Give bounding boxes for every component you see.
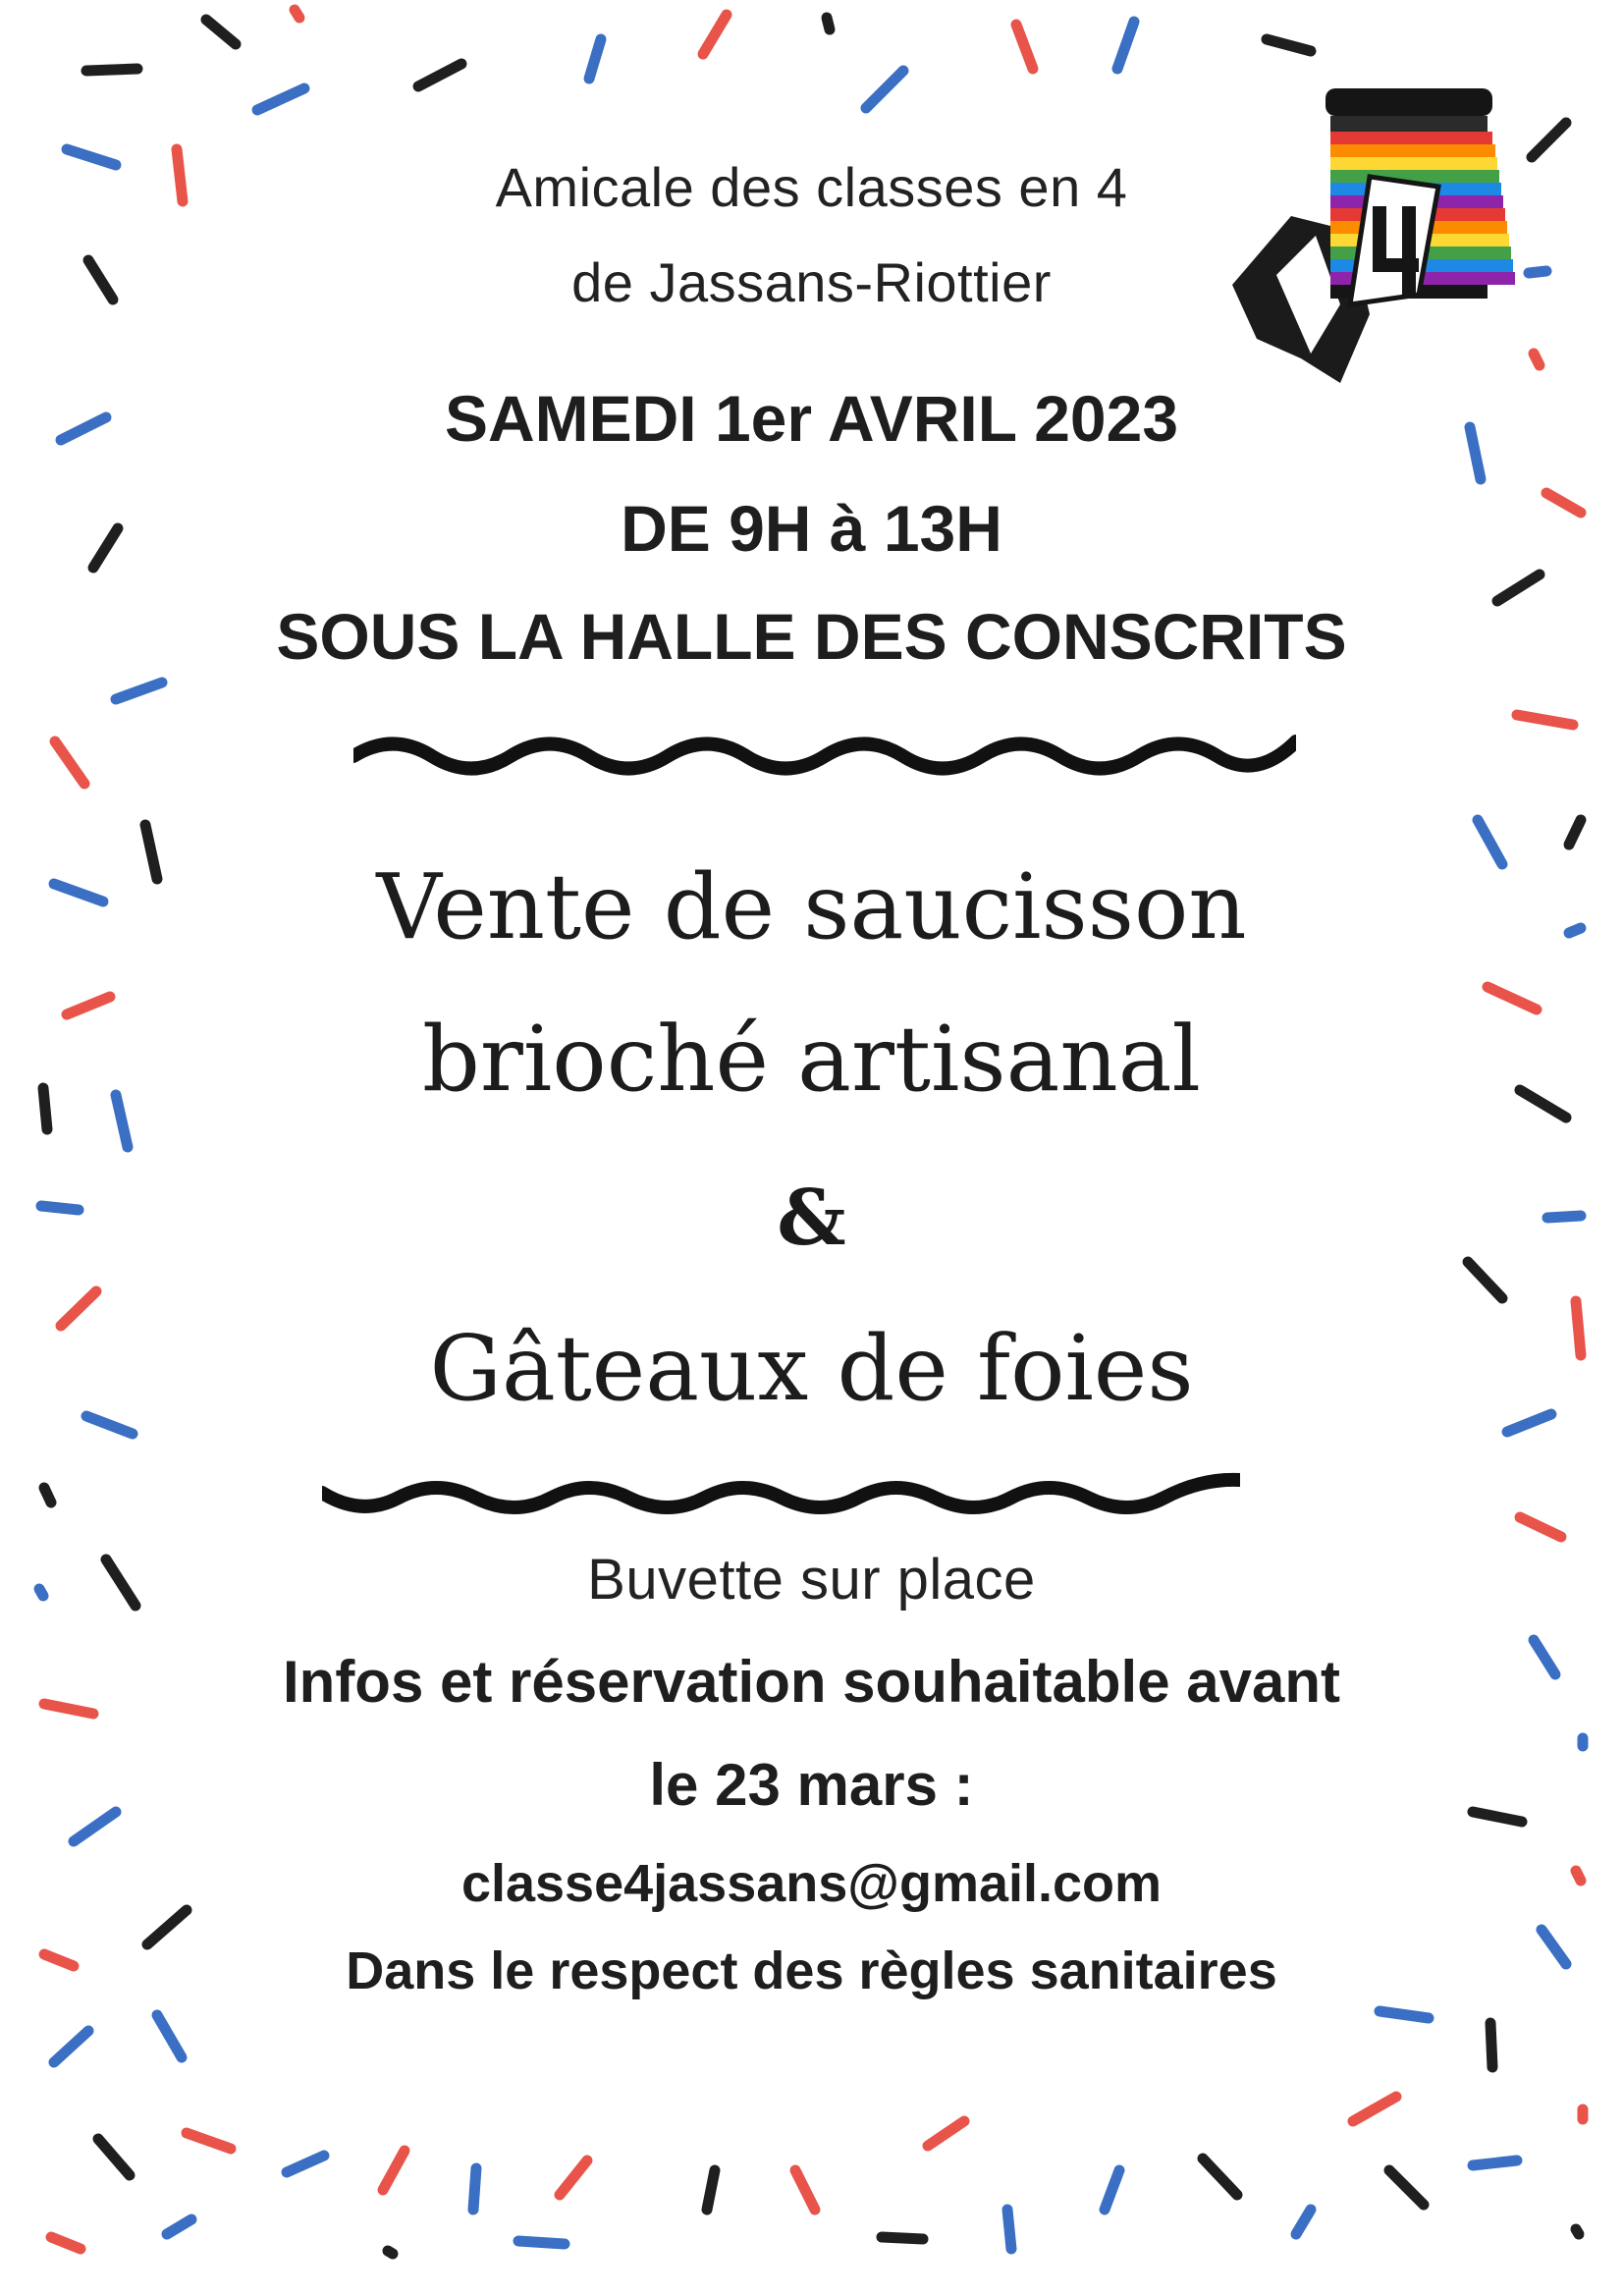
confetti-dash	[86, 69, 137, 71]
confetti-dash	[866, 71, 903, 108]
confetti-dash	[795, 2170, 815, 2210]
confetti-dash	[116, 683, 162, 699]
event-time: DE 9H à 13H	[621, 492, 1002, 565]
confetti-dash	[187, 2133, 231, 2149]
confetti-dash	[206, 20, 236, 44]
confetti-dash	[167, 2219, 191, 2234]
confetti-dash	[157, 2015, 182, 2057]
confetti-dash	[1267, 39, 1311, 51]
confetti-dash	[827, 18, 830, 29]
confetti-dash	[418, 64, 461, 86]
confetti-dash	[1016, 25, 1033, 69]
confetti-dash	[1576, 2229, 1579, 2234]
confetti-dash	[1296, 2210, 1311, 2234]
confetti-dash	[589, 39, 601, 79]
confetti-dash	[1389, 2170, 1424, 2205]
menu-gateaux: Gâteaux de foies	[429, 1316, 1194, 1421]
confetti-dash	[1380, 2011, 1429, 2018]
confetti-dash	[473, 2168, 476, 2210]
confetti-dash	[55, 741, 84, 784]
confetti-dash	[1468, 1262, 1502, 1298]
confetti-dash	[1105, 2170, 1119, 2210]
confetti-dash	[51, 2237, 81, 2249]
wave-divider-top	[353, 727, 1296, 786]
event-place: SOUS LA HALLE DES CONSCRITS	[276, 600, 1347, 673]
menu-ampersand: &	[777, 1174, 846, 1263]
confetti-dash	[383, 2151, 405, 2190]
info-deadline: le 23 mars :	[649, 1752, 974, 1818]
confetti-dash	[287, 2156, 324, 2172]
info-reservation: Infos et réservation souhaitable avant	[283, 1649, 1340, 1715]
confetti-dash	[703, 15, 727, 54]
confetti-dash	[54, 2031, 88, 2062]
contact-email[interactable]: classe4jassans@gmail.com	[460, 1854, 1163, 1913]
confetti-dash	[295, 10, 299, 18]
confetti-dash	[147, 1910, 187, 1944]
confetti-dash	[1117, 22, 1134, 69]
confetti-dash	[1532, 123, 1566, 157]
sanitary-notice: Dans le respect des règles sanitaires	[346, 1941, 1277, 2000]
confetti-dash	[560, 2160, 587, 2195]
menu-brioche: brioché artisanal	[422, 1007, 1201, 1112]
confetti-dash	[257, 88, 304, 110]
confetti-dash	[1203, 2159, 1237, 2195]
event-date: SAMEDI 1er AVRIL 2023	[444, 382, 1179, 455]
buvette-text: Buvette sur place	[587, 1548, 1036, 1612]
confetti-dash	[388, 2251, 393, 2254]
confetti-dash	[1569, 820, 1581, 845]
wave-divider-bottom	[322, 1468, 1240, 1527]
confetti-dash	[44, 1488, 51, 1503]
organizer-location: de Jassans-Riottier	[571, 251, 1052, 313]
menu-saucisson: Vente de saucisson	[376, 854, 1247, 959]
confetti-dash	[98, 2139, 130, 2175]
confetti-dash	[928, 2121, 964, 2146]
organizer-name: Amicale des classes en 4	[495, 156, 1128, 218]
confetti-dash	[1520, 1517, 1561, 1537]
class-4-logo-icon	[1222, 59, 1537, 403]
confetti-dash	[1490, 2023, 1492, 2067]
confetti-dash	[707, 2170, 715, 2210]
confetti-dash	[1497, 574, 1540, 601]
confetti-dash	[882, 2237, 923, 2239]
confetti-dash	[1517, 715, 1573, 725]
confetti-dash	[518, 2241, 565, 2244]
confetti-dash	[1007, 2210, 1011, 2249]
confetti-dash	[1353, 2097, 1396, 2121]
confetti-dash	[1473, 2160, 1517, 2165]
